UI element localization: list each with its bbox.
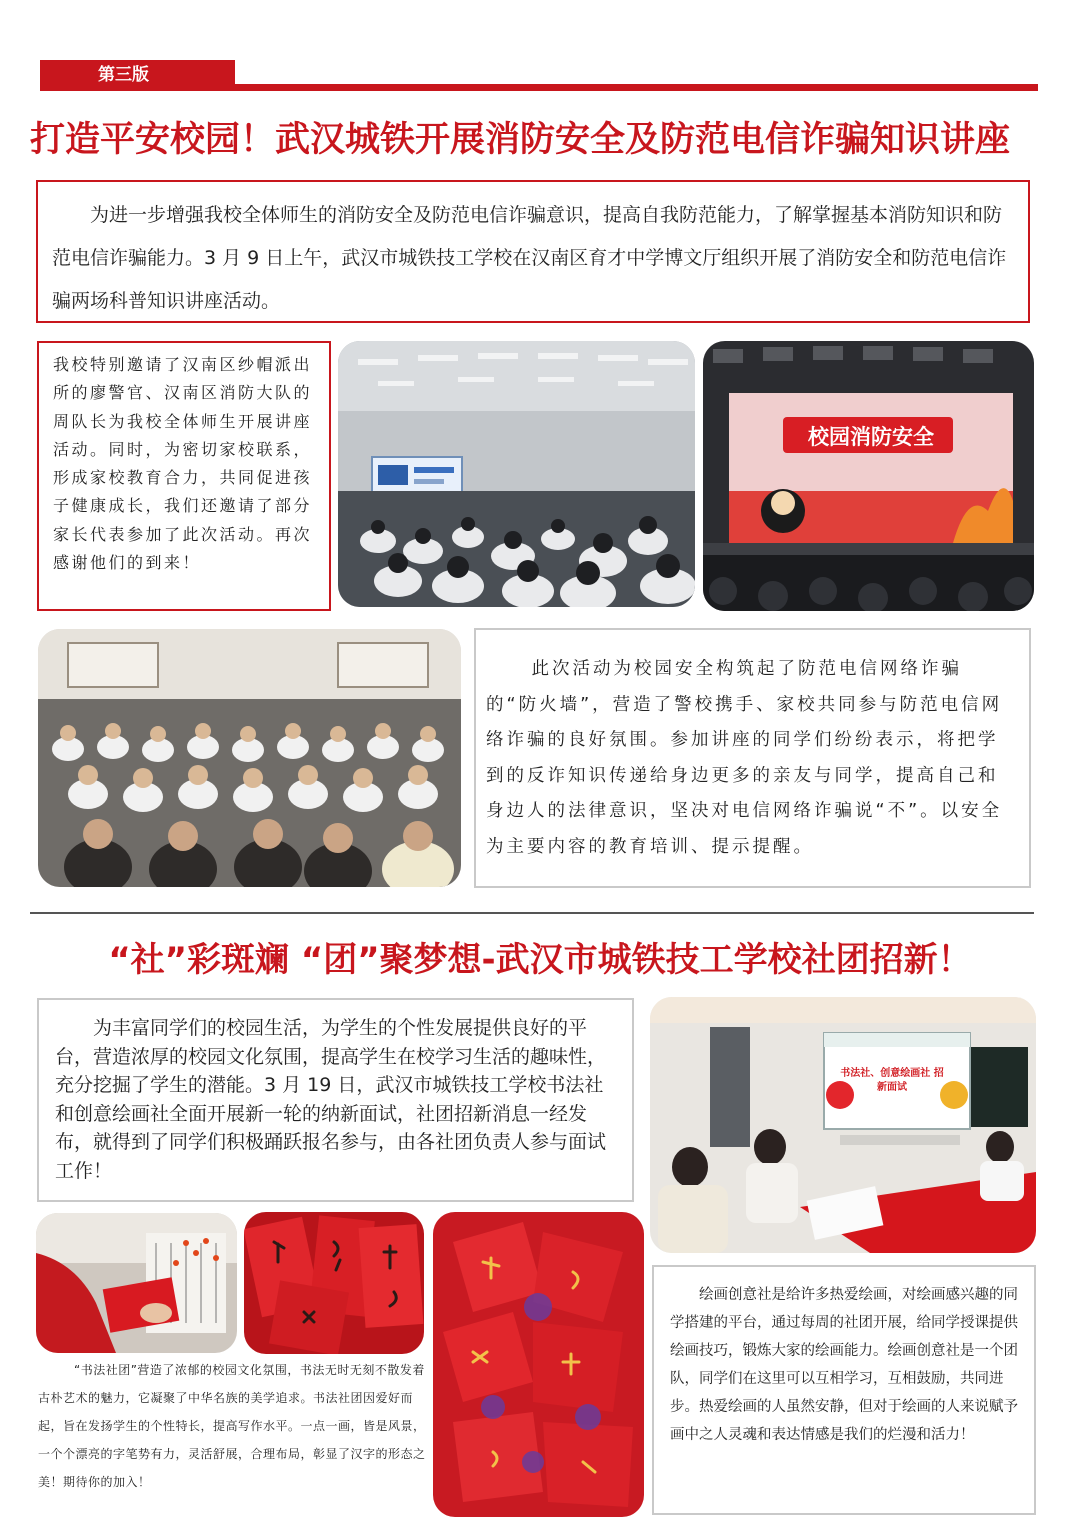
calligraphy-writing-image <box>36 1213 237 1353</box>
red-paper-works-image <box>433 1212 644 1517</box>
audience-photo <box>38 629 461 887</box>
article1-summary-text: 此次活动为校园安全构筑起了防范电信网络诈骗的“防火墙”，营造了警校携手、家校共同参与防范电信网络诈骗的良好氛围。参加讲座的同学们纷纷表示，将把学到的反诈知识传递给身边更多的亲友与同学，提高自己和身边人的法律意识，坚决对电信网络诈骗说“不”。以安全为主要内容的教育培训、提示提醒。 <box>486 659 1003 857</box>
article2-intro-text: 为丰富同学们的校园生活，为学生的个性发展提供良好的平台，营造浓厚的校园文化氛围，提高学生在校学习生活的趣味性，充分挖掘了学生的潜能。3 月 19 日，武汉市城铁技工学校书法社和创意绘画社全面开展新一轮的纳新面试，社团招新消息一经发布，就得到了同学们积极踊跃报名参与，由各社团负责人参与面试工作！ <box>55 1017 607 1182</box>
article2-title: “社”彩斑斓 “团”聚梦想-武汉市城铁技工学校社团招新！ <box>108 940 972 980</box>
lecture-hall-photo <box>338 341 695 607</box>
painting-club-box <box>652 1265 1036 1515</box>
article1-intro-box <box>36 180 1030 323</box>
calligraphy-club-text: “书法社团”营造了浓郁的校园文化氛围，书法无时无刻不散发着古朴艺术的魅力，它凝聚了中华名族的美学追求。书法社团因爱好而起，旨在发扬学生的个性特长，提高写作水平。一点一画，皆是风景，一个个漂亮的字笔势有力，灵活舒展，合理布局，彰显了汉字的形态之美！期待你的加入！ <box>38 1363 426 1489</box>
article2-intro-box <box>37 998 634 1202</box>
red-paper-works-photo <box>433 1212 644 1517</box>
calligraphy-works-image <box>244 1212 424 1354</box>
article1-note-box <box>37 341 331 611</box>
lecture-hall-image <box>338 341 695 607</box>
audience-image <box>38 629 461 887</box>
article1-note-text: 我校特别邀请了汉南区纱帽派出所的廖警官、汉南区消防大队的周队长为我校全体师生开展讲座活动。同时，为密切家校联系，形成家校教育合力，共同促进孩子健康成长，我们还邀请了部分家长代表参加了此次活动。再次感谢他们的到来！ <box>53 355 313 573</box>
fire-safety-screen-image <box>703 341 1034 611</box>
calligraphy-works-photo <box>244 1212 424 1354</box>
article1-summary-box <box>474 628 1031 888</box>
fire-safety-screen-title: 校园消防安全 <box>808 425 934 449</box>
article1-intro-text: 为进一步增强我校全体师生的消防安全及防范电信诈骗意识，提高自我防范能力，了解掌握基本消防知识和防范电信诈骗能力。3 月 9 日上午，武汉市城铁技工学校在汉南区育才中学博文厅组织开展了消防安全和防范电信诈骗两场科普知识讲座活动。 <box>52 204 1007 312</box>
interview-screen-text: 书法社、创意绘画社 招新面试 <box>840 1068 944 1093</box>
edition-tab: 第三版 <box>40 60 235 90</box>
calligraphy-writing-photo <box>36 1213 237 1353</box>
article1-title: 打造平安校园！武汉城铁开展消防安全及防范电信诈骗知识讲座 <box>30 120 1011 160</box>
section-divider <box>30 912 1034 914</box>
interview-room-photo <box>650 997 1036 1253</box>
interview-room-image <box>650 997 1036 1253</box>
painting-club-text: 绘画创意社是给许多热爱绘画，对绘画感兴趣的同学搭建的平台，通过每周的社团开展，给同学授课提供绘画技巧，锻炼大家的绘画能力。绘画创意社是一个团队，同学们在这里可以互相学习，互相鼓励，共同进步。热爱绘画的人虽然安静，但对于绘画的人来说赋予画中之人灵魂和表达情感是我们的烂漫和活力！ <box>670 1287 1018 1443</box>
fire-safety-screen-photo <box>703 341 1034 611</box>
